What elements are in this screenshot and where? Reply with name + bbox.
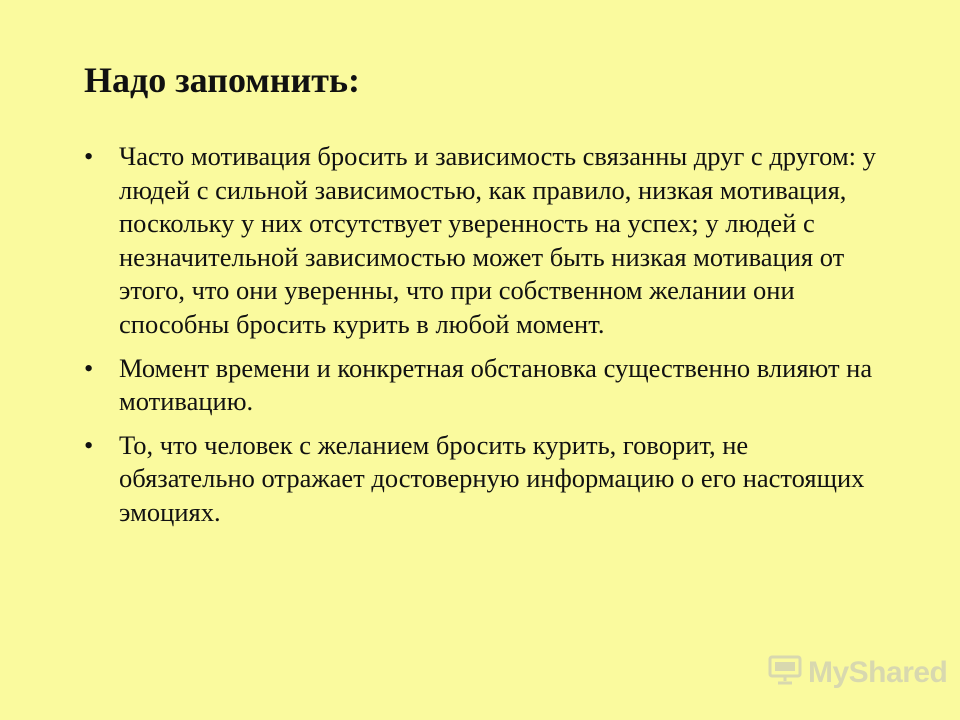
bullet-text: То, что человек с желанием бросить курить, говорит, не обязательно отражает достоверную информацию о его настоящих эмоциях.: [119, 429, 865, 527]
slide-title: Надо запомнить:: [84, 60, 360, 100]
bullet-item-1: [80, 140, 880, 342]
bullet-list: [80, 140, 880, 540]
bullet-text: Момент времени и конкретная обстановка существенно влияют на мотивацию.: [119, 352, 873, 417]
bullet-marker: •: [84, 141, 94, 171]
watermark-logo: [768, 655, 947, 690]
bullet-item-3: [80, 429, 880, 530]
bullet-marker: •: [84, 429, 94, 460]
presentation-screen-icon: [768, 655, 802, 690]
bullet-item-2: [80, 352, 880, 419]
bullet-text: Часто мотивация бросить и зависимость связанны друг с другом: у людей с сильной зависимостью, как правило, низкая мотивация, поскольку у них отсутствует уверенность на успех; у людей с незначительной зависимостью может быть низкая мотивация от этого, что они уверенны, что при собственном желании они способны бросить курить в любой момент.: [119, 141, 876, 339]
watermark-text: MyShared: [808, 655, 948, 689]
bullet-marker: •: [84, 352, 94, 383]
